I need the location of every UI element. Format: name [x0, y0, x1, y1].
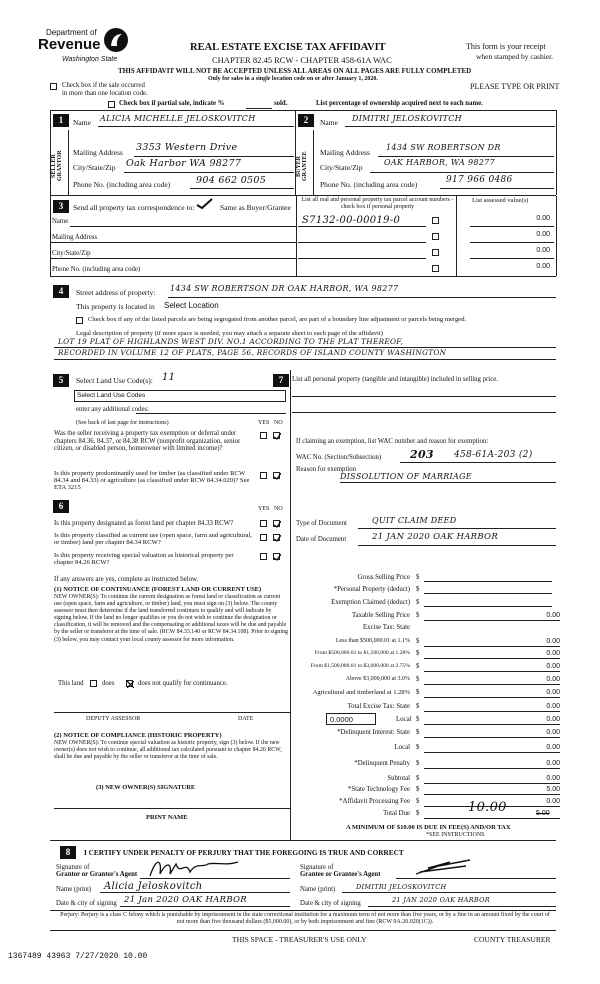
- s5-question-1: Was the seller receiving a property tax exemption or deferral under chapters 84.36, 84.37, or 84.38 RCW (nonprofit organization, senior citizen, or disabled person, homeowner with limited income)?: [54, 430, 241, 453]
- buyer-phone-label: Phone No. (including area code): [320, 180, 418, 189]
- seller-side-label: SELLER GRANTOR: [51, 150, 63, 182]
- rate1-value[interactable]: 0.00: [546, 638, 560, 645]
- assessed-header: List assessed value(s): [472, 197, 529, 204]
- assessed-value-2[interactable]: 0.00: [536, 231, 550, 238]
- seller-city[interactable]: Oak Harbor WA 98277: [126, 158, 242, 169]
- excise-state-label: Excise Tax: State: [363, 624, 410, 631]
- please-type: PLEASE TYPE OR PRINT: [470, 82, 560, 91]
- s6-q2-yes-checkbox[interactable]: [260, 534, 267, 541]
- dollar-sign: $: [416, 638, 420, 645]
- does-qualify-checkbox[interactable]: [90, 680, 97, 687]
- doc-type[interactable]: QUIT CLAIM DEED: [372, 516, 457, 525]
- list-percentage: List percentage of ownership acquired next to each name.: [316, 100, 483, 107]
- dept-line3: Washington State: [62, 56, 118, 63]
- assessed-value-3[interactable]: 0.00: [536, 247, 550, 254]
- form-warning: THIS AFFIDAVIT WILL NOT BE ACCEPTED UNLESS ALL AREAS ON ALL PAGES ARE FULLY COMPLETED: [118, 67, 472, 75]
- dollar-sign: $: [416, 786, 420, 793]
- land-use-value[interactable]: 11: [162, 372, 176, 383]
- dor-logo: [38, 26, 138, 68]
- delinquent-state-value[interactable]: 0.00: [546, 729, 560, 736]
- recording-stamp: 1367489 43963 7/27/2020 10.00: [8, 952, 148, 961]
- dor-swirl-icon: [102, 26, 130, 54]
- land-use-label: Select Land Use Code(s):: [76, 376, 153, 385]
- grantee-date-label: Date & city of signing: [300, 900, 361, 907]
- s6-question-1: Is this property designated as forest land per chapter 84.33 RCW?: [54, 520, 234, 527]
- location-select[interactable]: Select Location: [164, 301, 219, 310]
- total-state-label: Total Excise Tax: State: [347, 703, 410, 710]
- assessed-value-4[interactable]: 0.00: [536, 263, 550, 270]
- treasurer-space-label: THIS SPACE - TREASURER'S USE ONLY: [232, 935, 367, 944]
- legal-description-line2[interactable]: RECORDED IN VOLUME 12 OF PLATS, PAGE 56, RECORDS OF ISLAND COUNTY WASHINGTON: [58, 348, 447, 357]
- seller-city-label: City/State/Zip: [73, 163, 116, 172]
- buyer-mailing-label: Mailing Address: [320, 148, 370, 157]
- buyer-city-label: City/State/Zip: [320, 163, 363, 172]
- grantor-sig-label2: Grantor or Grantor's Agent: [56, 871, 138, 878]
- see-instructions: *SEE INSTRUCTIONS: [426, 832, 485, 838]
- doc-date[interactable]: 21 JAN 2020 OAK HARBOR: [372, 532, 499, 542]
- legal-description-line1[interactable]: LOT 19 PLAT OF HIGHLANDS WEST DIV. NO.1 ACCORDING TO THE PLAT THEREOF,: [58, 337, 404, 346]
- print-name-label: PRINT NAME: [146, 814, 188, 821]
- form-chapter: CHAPTER 82.45 RCW - CHAPTER 458-61A WAC: [212, 55, 392, 65]
- multi-location-label: Check box if the sale occurred: [62, 82, 145, 89]
- s5-q2-yes-checkbox[interactable]: [260, 472, 267, 479]
- does-not-label: does not qualify for continuance.: [138, 680, 228, 687]
- local-label: Local: [396, 716, 412, 723]
- s6-q1-yes-checkbox[interactable]: [260, 520, 267, 527]
- personal-property-checkbox-4[interactable]: [432, 265, 439, 272]
- grantee-sig-label: Signature of: [300, 864, 334, 871]
- local-value[interactable]: 0.00: [546, 716, 560, 723]
- dollar-sign: $: [416, 775, 420, 782]
- rate3-value[interactable]: 0.00: [546, 663, 560, 670]
- notice1-title: (1) NOTICE OF CONTINUANCE (FOREST LAND OR CURRENT USE): [54, 586, 262, 593]
- land-use-select-text: Select Land Use Codes: [77, 392, 146, 399]
- dollar-sign: $: [416, 798, 420, 805]
- delinquent-state-label: *Delinquent Interest: State: [337, 729, 410, 736]
- section-8-badge: 8: [60, 846, 76, 859]
- notice2-title: (2) NOTICE OF COMPLIANCE (HISTORIC PROPERTY): [54, 732, 222, 739]
- rate5-label: Agricultural and timberland at 1.28%: [312, 689, 410, 696]
- buyer-side-label: BUYER GRANTEE: [296, 151, 308, 181]
- if-yes-label: If any answers are yes, complete as instructed below.: [54, 576, 199, 583]
- dept-line1: Department of: [46, 28, 97, 37]
- dollar-sign: $: [416, 810, 420, 817]
- subtotal-label: Subtotal: [387, 775, 410, 782]
- s6-q3-yes-checkbox[interactable]: [260, 553, 267, 560]
- new-owner-signature-label: (3) NEW OWNER(S) SIGNATURE: [96, 784, 196, 791]
- grantee-sig-label2: Grantee or Grantee's Agent: [300, 871, 381, 878]
- seller-phone[interactable]: 904 662 0505: [196, 175, 267, 186]
- dollar-sign: $: [416, 650, 420, 657]
- wac-number[interactable]: 458-61A-203 (2): [454, 450, 533, 460]
- buyer-name[interactable]: DIMITRI JELOSKOVITCH: [352, 114, 462, 123]
- certify-statement: I CERTIFY UNDER PENALTY OF PERJURY THAT THE FOREGOING IS TRUE AND CORRECT: [84, 848, 404, 857]
- seller-mailing[interactable]: 3353 Western Drive: [136, 142, 238, 153]
- does-label: does: [102, 680, 115, 687]
- s3-city-label: City/State/Zip: [52, 250, 91, 257]
- check-icon: [274, 535, 281, 542]
- delinquent-penalty-value[interactable]: 0.00: [546, 760, 560, 767]
- multi-location-checkbox[interactable]: [50, 83, 57, 90]
- reason-value[interactable]: DISSOLUTION OF MARRIAGE: [340, 472, 472, 481]
- form-title: REAL ESTATE EXCISE TAX AFFIDAVIT: [190, 42, 386, 53]
- rate2-value[interactable]: 0.00: [546, 650, 560, 657]
- rate4-value[interactable]: 0.00: [546, 676, 560, 683]
- claim-exemption-label: If claiming an exemption, list WAC number and reason for exemption:: [296, 438, 489, 445]
- street-address[interactable]: 1434 SW ROBERTSON DR OAK HARBOR, WA 98277: [170, 284, 399, 293]
- dollar-sign: $: [416, 729, 420, 736]
- dollar-sign: $: [416, 586, 420, 593]
- county-treasurer-label: COUNTY TREASURER: [474, 935, 551, 944]
- s3-phone-label: Phone No. (including area code): [52, 266, 141, 273]
- total-due-struck: 5.00: [536, 810, 550, 817]
- doc-date-label: Date of Document: [296, 536, 347, 543]
- section-7-badge: 7: [273, 374, 289, 387]
- check-icon: [274, 433, 281, 440]
- buyer-city[interactable]: OAK HARBOR, WA 98277: [384, 158, 495, 167]
- grantor-sig-label: Signature of: [56, 864, 90, 871]
- s6-question-3: Is this property receiving special valuation as historical property per chapter 84.26 RCW?: [54, 552, 234, 566]
- s3-name-label: Name: [52, 218, 69, 225]
- seller-mailing-label: Mailing Address: [73, 148, 123, 157]
- street-address-label: Street address of property:: [76, 288, 156, 297]
- rate3-label: From $1,500,000.01 to $3,000,000 at 2.75%: [310, 663, 410, 669]
- seller-name[interactable]: ALICIA MICHELLE JELOSKOVITCH: [100, 114, 256, 123]
- tech-fee-label: *State Technology Fee: [347, 786, 410, 793]
- deputy-assessor-label: DEPUTY ASSESSOR: [86, 716, 141, 722]
- check-icon: [274, 521, 281, 528]
- check-icon: [274, 473, 281, 480]
- check-icon: [274, 554, 281, 561]
- s6-q3-no-checkbox[interactable]: [273, 553, 280, 560]
- delinquent-penalty-label: *Delinquent Penalty: [354, 760, 410, 767]
- dollar-sign: $: [416, 676, 420, 683]
- dollar-sign: $: [416, 744, 420, 751]
- legal-description-label: Legal description of property (if more space is needed, you may attach a separate sheet to each page of the affidavit): [76, 330, 383, 337]
- rate2-label: From $500,000.01 to $1,500,000 at 1.28%: [314, 650, 410, 656]
- grantor-signature[interactable]: [146, 856, 246, 880]
- personal-property-checkbox-1[interactable]: [432, 217, 439, 224]
- tech-fee-value[interactable]: 5.00: [546, 786, 560, 793]
- sold-label: sold.: [274, 100, 288, 107]
- s5-no-header: NO: [274, 420, 283, 426]
- s3-mailing-label: Mailing Address: [52, 234, 98, 241]
- taxable-selling-label: Taxable Selling Price: [351, 612, 410, 619]
- s5-q2-no-checkbox[interactable]: [273, 472, 280, 479]
- exemption-claimed-label: Exemption Claimed (deduct): [331, 599, 410, 606]
- section-1-badge: 1: [53, 114, 69, 127]
- receipt-line2: when stamped by cashier.: [476, 52, 554, 61]
- personal-property-checkbox-3[interactable]: [432, 249, 439, 256]
- dollar-sign: $: [416, 663, 420, 670]
- buyer-phone[interactable]: 917 966 0486: [446, 175, 513, 185]
- perjury-notice: Perjury: Perjury is a class C felony which is punishable by imprisonment in the state correctional institution for a maximum term of not more than five years, or by a fine in an amount fixed by the court of not more than five thousand dollars ($5,000.00), or by both imprisonment and fine (RCW 9A.20.020(1C)).: [60, 912, 550, 926]
- located-in-label: This property is located in: [76, 302, 155, 311]
- receipt-line1: This form is your receipt: [466, 42, 546, 51]
- s6-no-header: NO: [274, 506, 283, 512]
- partial-sale-label: Check box if partial sale, indicate %: [119, 100, 225, 107]
- section-3-badge: 3: [53, 200, 69, 213]
- dollar-sign: $: [416, 599, 420, 606]
- multi-location-label2: in more than one location code.: [62, 90, 148, 97]
- segregated-checkbox[interactable]: [76, 317, 83, 324]
- notice1-body: NEW OWNER(S): To continue the current designation as forest land or classification as current use (open space, farm and agriculture, or timber) land, you must sign on (3) below. The county assessor must then determine if the land transferred continues to qualify and will indicate by signing below. If the land no longer qualifies or you do not wish to continue the designation or classification, it will be removed and the compensating or additional taxes will be due and payable by the seller or transferor at the time of sale. (RCW 84.33.140 or RCW 84.34.108). Prior to signing (3) below, you may contact your local county assessor for more information.: [54, 594, 288, 643]
- same-as-buyer-label: Same as Buyer/Grantee: [220, 203, 291, 212]
- section-2-badge: 2: [298, 114, 314, 127]
- additional-codes-label: enter any additional codes:: [76, 406, 150, 413]
- grantee-signature[interactable]: [410, 856, 490, 880]
- dollar-sign: $: [416, 760, 420, 767]
- partial-sale-checkbox[interactable]: [108, 101, 115, 108]
- seller-phone-label: Phone No. (including area code): [73, 180, 171, 189]
- segregated-label: Check box if any of the listed parcels are being segregated from another parcel, are part of a boundary line adjustment or parcels being merged.: [88, 316, 467, 323]
- dollar-sign: $: [416, 689, 420, 696]
- personal-property-checkbox-2[interactable]: [432, 233, 439, 240]
- this-land-label: This land: [58, 680, 84, 687]
- dollar-sign: $: [416, 612, 420, 619]
- s5-question-2: Is this property predominantly used for timber (as classified under RCW 84.34 and 84.33) or agriculture (as classified under RCW 84.34.020)? See ETA 3215: [54, 470, 250, 491]
- affidavit-fee-label: *Affidavit Processing Fee: [339, 798, 410, 805]
- delinquent-local-label: Local: [394, 744, 410, 751]
- total-due-label: Total Due: [383, 810, 410, 817]
- see-back-label: (See back of last page for instructions): [76, 420, 169, 426]
- notice2-body: NEW OWNER(S): To continue special valuation as historic property, sign (3) below. If the new owner(s) does not wish to continue, all additional tax calculated pursuant to chapter 84.26 RCW, shall be due and payable by the seller or transferor at the time of sale.: [54, 740, 282, 761]
- does-not-qualify-checkbox[interactable]: [126, 680, 133, 687]
- section-6-badge: 6: [53, 500, 69, 513]
- buyer-mailing[interactable]: 1434 SW ROBERTSON DR: [386, 143, 501, 152]
- check-icon: [127, 681, 134, 688]
- total-due-value[interactable]: 10.00: [468, 800, 507, 815]
- total-state-value[interactable]: 0.00: [546, 703, 560, 710]
- s5-q1-yes-checkbox[interactable]: [260, 432, 267, 439]
- grantee-name[interactable]: DIMITRI JELOSKOVITCH: [356, 883, 447, 891]
- taxable-selling-value[interactable]: 0.00: [546, 612, 560, 619]
- checkmark-icon: [196, 198, 214, 210]
- s5-yes-header: YES: [258, 420, 270, 426]
- grantor-name[interactable]: Alicia Jeloskovitch: [104, 881, 203, 892]
- wac-label: WAC No. (Section/Subsection): [296, 454, 382, 461]
- grantee-date-city[interactable]: 21 JAN 2020 OAK HARBOR: [392, 896, 490, 904]
- send-correspondence-label: Send all property tax correspondence to:: [73, 203, 195, 212]
- dollar-sign: $: [416, 703, 420, 710]
- grantor-date-city[interactable]: 21 Jan 2020 OAK HARBOR: [124, 895, 247, 905]
- section-5-badge: 5: [53, 374, 69, 387]
- buyer-name-label: Name: [320, 118, 338, 127]
- s6-q2-no-checkbox[interactable]: [273, 534, 280, 541]
- rate1-label: Less than $500,000.01 at 1.1%: [335, 638, 410, 644]
- dept-line2: Revenue: [38, 36, 101, 53]
- s6-question-2: Is this property classified as current use (open space, farm and agricultural, or timber) land per chapter 84.34 RCW?: [54, 532, 252, 546]
- grantor-name-label: Name (print): [56, 886, 92, 893]
- s6-yes-header: YES: [258, 506, 270, 512]
- reason-label: Reason for exemption: [296, 466, 357, 473]
- dollar-sign: $: [416, 574, 420, 581]
- only-for-sales: Only for sales in a single location code on or after January 1, 2020.: [208, 76, 378, 82]
- seller-name-label: Name: [73, 118, 91, 127]
- section-4-badge: 4: [53, 285, 69, 298]
- date-label: DATE: [238, 716, 254, 722]
- delinquent-local-value[interactable]: 0.00: [546, 744, 560, 751]
- minimum-due: A MINIMUM OF $10.00 IS DUE IN FEE(S) AND/OR TAX: [346, 824, 511, 831]
- dollar-sign: $: [416, 716, 420, 723]
- wac-prefix[interactable]: 203: [410, 448, 434, 461]
- grantee-name-label: Name (print): [300, 886, 336, 893]
- rate4-label: Above $3,000,000 at 3.0%: [345, 676, 410, 682]
- personal-property-label: List all personal property (tangible and intangible) included in selling price.: [292, 376, 498, 383]
- doc-type-label: Type of Document: [296, 520, 347, 527]
- s5-q1-no-checkbox[interactable]: [273, 432, 280, 439]
- parcel-number-1[interactable]: S7132-00-00019-0: [302, 215, 401, 226]
- subtotal-value[interactable]: 0.00: [546, 775, 560, 782]
- parcel-header: List all real and personal property tax parcel account numbers - check box if personal property: [301, 197, 454, 210]
- affidavit-fee-value[interactable]: 0.00: [546, 798, 560, 805]
- assessed-value-1[interactable]: 0.00: [536, 215, 550, 222]
- grantor-date-label: Date & city of signing: [56, 900, 117, 907]
- s6-q1-no-checkbox[interactable]: [273, 520, 280, 527]
- rate5-value[interactable]: 0.00: [546, 689, 560, 696]
- local-rate: 0.0000: [330, 715, 353, 724]
- gross-selling-label: Gross Selling Price: [357, 574, 410, 581]
- personal-property-deduct-label: *Personal Property (deduct): [333, 586, 410, 593]
